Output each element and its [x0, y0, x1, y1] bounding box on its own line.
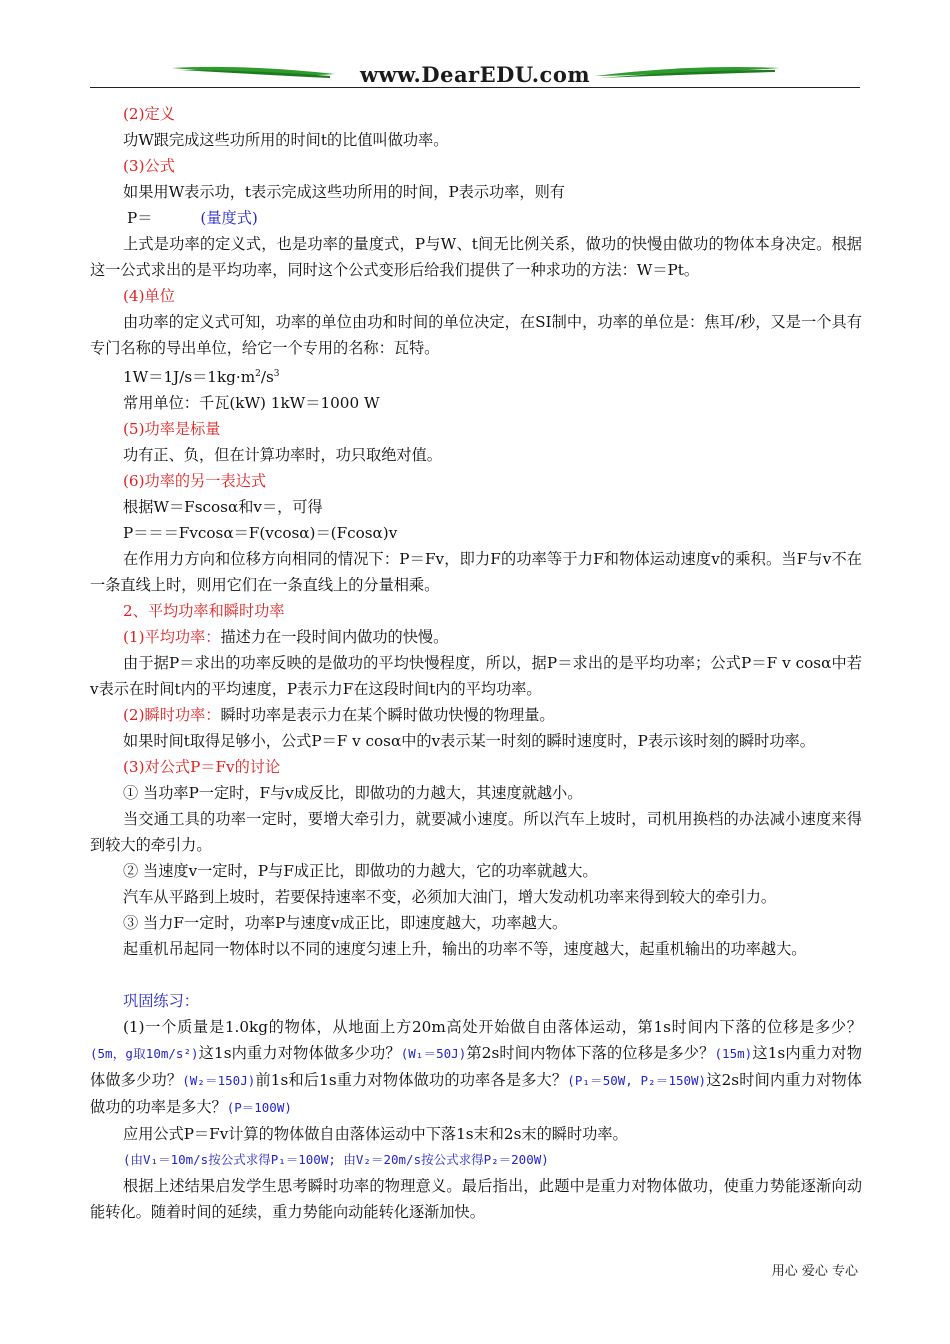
paragraph: 由功率的定义式可知，功率的单位由功和时间的单位决定，在SI制中，功率的单位是：焦耳/秒，又是一个具有专门名称的导出单位，给它一个专用的名称：瓦特。 [90, 313, 862, 357]
heading-formula: (3)公式 [123, 157, 175, 175]
formula-line [90, 205, 862, 231]
footer-slogan: 用心 爱心 专心 [771, 1264, 858, 1279]
paragraph: 汽车从平路到上坡时，若要保持速率不变，必须加大油门，增大发动机功率来得到较大的牵引力。 [123, 888, 777, 907]
paragraph: 上式是功率的定义式，也是功率的量度式，P与W、t间无比例关系，做功的快慢由做功的物体本身决定。根据这一公式求出的是平均功率，同时这个公式变形后给我们提供了一种求功的方法：W＝Pt。 [90, 235, 862, 279]
paragraph: 当交通工具的功率一定时，要增大牵引力，就要减小速度。所以汽车上坡时，司机用换档的办法减小速度来得到较大的牵引力。 [90, 810, 862, 855]
list-item: ③ 当力F一定时，功率P与速度v成正比，即速度越大，功率越大。 [123, 914, 568, 933]
heading-unit: (4)单位 [123, 287, 175, 305]
heading-scalar: (5)功率是标量 [123, 420, 221, 439]
unit-formula: $1W=1J/s=1kg\cdot m^2/s^3$ [123, 368, 280, 387]
list-item: ① 当功率P一定时，F与v成反比，即做功的力越大，其速度就越小。 [123, 784, 583, 803]
document-body [90, 101, 862, 1225]
paragraph: 如果时间t取得足够小，公式P＝F v cosα中的v表示某一时刻的瞬时速度时，P表示该时刻的瞬时功率。 [123, 732, 815, 751]
paragraph: (2)瞬时功率：瞬时功率是表示力在某个瞬时做功快慢的物理量。 [123, 706, 555, 725]
exercise-1: (1)一个质量是1.0kg的物体，从地面上方20m高处开始做自由落体运动，第1s时间内下落的位移是多少？(5m，g取10m/s²)这1s内重力对物体做多少功？(W₁＝50J)第2s时间内物体下落的位移是多少？(15m)这1s内重力对物体做多少功？(W₂＝150J)前1s和后1s重力对物体做功的功率各是多大？(P₁＝50W, P₂＝150W)这2s时间内重力对物体做功的功率是多大？(P＝100W) [90, 1018, 862, 1117]
paragraph: 在作用力方向和位移方向相同的情况下：P＝Fv，即力F的功率等于力F和物体运动速度v的乘积。当F与v不在一条直线上时，则用它们在一条直线上的分量相乘。 [90, 550, 862, 595]
heading-alt-expression: (6)功率的另一表达式 [123, 472, 267, 491]
paragraph: 应用公式P＝Fv计算的物体做自由落体运动中下落1s末和2s末的瞬时功率。 [123, 1125, 628, 1144]
paragraph: 根据上述结果启发学生思考瞬时功率的物理意义。最后指出，此题中是重力对物体做功，使重力势能逐渐向动能转化。随着时间的延续，重力势能向动能转化逐渐加快。 [90, 1177, 862, 1222]
site-logo[interactable]: www.DearEDU.com [359, 62, 591, 87]
paragraph: 功W跟完成这些功所用的时间t的比值叫做功率。 [123, 131, 449, 149]
heading-section-2: 2、平均功率和瞬时功率 [123, 602, 285, 621]
paragraph: 功有正、负，但在计算功率时，功只取绝对值。 [123, 446, 442, 465]
answer-line: (由V₁＝10m/s按公式求得P₁＝100W; 由V₂＝20m/s按公式求得P₂＝200W) [123, 1152, 549, 1168]
formula-tag: (量度式) [200, 209, 258, 227]
paragraph: 起重机吊起同一物体时以不同的速度匀速上升，输出的功率不等，速度越大，起重机输出的功率越大。 [123, 940, 807, 959]
formula-line: P＝＝＝Fvcosα＝F(vcosα)＝(Fcosα)v [123, 524, 398, 543]
formula-lhs: P＝ [127, 209, 153, 227]
paragraph: 根据W＝Fscosα和v＝，可得 [123, 498, 323, 517]
heading-discussion: (3)对公式P＝Fv的讨论 [123, 758, 281, 777]
heading-exercises: 巩固练习： [123, 992, 199, 1011]
list-item: ② 当速度v一定时，P与F成正比，即做功的力越大，它的功率就越大。 [123, 862, 598, 881]
paragraph: 由于据P＝求出的功率反映的是做功的平均快慢程度，所以，据P＝求出的是平均功率；公式P＝F v cosα中若v表示在时间t内的平均速度，P表示力F在这段时间t内的平均功率。 [90, 654, 862, 699]
heading-definition: (2)定义 [123, 105, 175, 123]
paragraph: 如果用W表示功，t表示完成这些功所用的时间，P表示功率，则有 [123, 183, 565, 201]
header-rule [90, 87, 860, 88]
paragraph: 常用单位：千瓦(kW) 1kW＝1000 W [123, 394, 380, 413]
paragraph: (1)平均功率：描述力在一段时间内做功的快慢。 [123, 628, 449, 647]
